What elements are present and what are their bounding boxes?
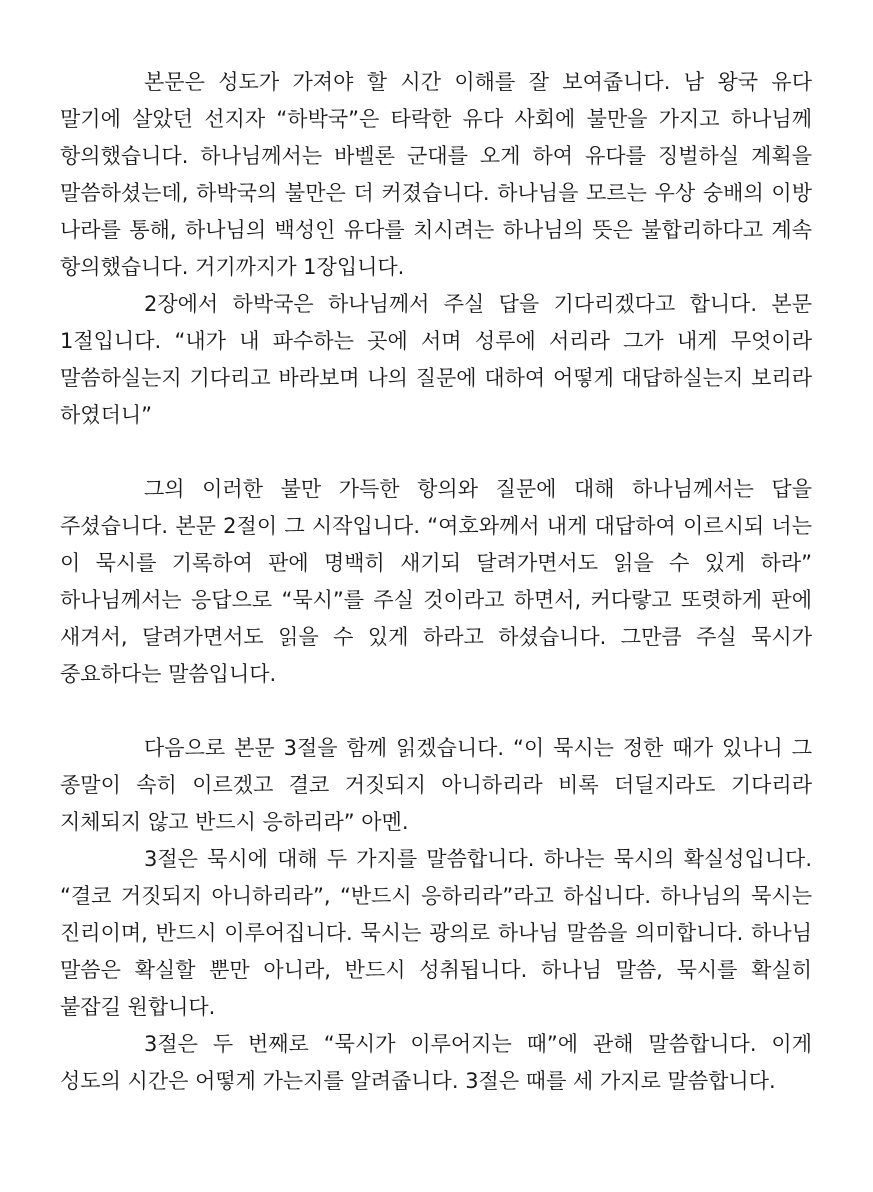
paragraph-3: 그의 이러한 불만 가득한 항의와 질문에 대해 하나님께서는 답을 주셨습니다. 본문 2절이 그 시작입니다. “여호와께서 내게 대답하여 이르시되 너는 이 묵시를 기록하여 판에 명백히 새기되 달려가면서도 읽을 수 있게 하라” 하나님께서는 응답으로 “묵시”를 주실 것이라고 하면서, 커다랗고 또렷하게 판에 새겨서, 달려가면서도 읽을 수 있게 하라고 하셨습니다. 그만큼 주실 묵시가 중요하다는 말씀입니다. xyxy=(60,477,812,686)
paragraph-4: 다음으로 본문 3절을 함께 읽겠습니다. “이 묵시는 정한 때가 있나니 그 종말이 속히 이르겠고 결코 거짓되지 아니하리라 비록 더딜지라도 기다리라 지체되지 않고 반드시 응하리라” 아멘. xyxy=(60,736,812,834)
paragraph-6: 3절은 두 번째로 “묵시가 이루어지는 때”에 관해 말씀합니다. 이게 성도의 시간은 어떻게 가는지를 알려줍니다. 3절은 때를 세 가지로 말씀합니다. xyxy=(60,1032,812,1093)
paragraph-spacer xyxy=(60,434,812,471)
paragraph-spacer xyxy=(60,693,812,730)
paragraph-1: 본문은 성도가 가져야 할 시간 이해를 잘 보여줍니다. 남 왕국 유다 말기에 살았던 선지자 “하박국”은 타락한 유다 사회에 불만을 가지고 하나님께 항의했습니다. 하나님께서는 바벨론 군대를 오게 하여 유다를 징벌하실 계획을 말씀하셨는데, 하박국의 불만은 더 커졌습니다. 하나님을 모르는 우상 숭배의 이방 나라를 통해, 하나님의 백성인 유다를 치시려는 하나님의 뜻은 불합리하다고 계속 항의했습니다. 거기까지가 1장입니다. xyxy=(60,70,812,279)
paragraph-2: 2장에서 하박국은 하나님께서 주실 답을 기다리겠다고 합니다. 본문 1절입니다. “내가 내 파수하는 곳에 서며 성루에 서리라 그가 내게 무엇이라 말씀하실는지 기다리고 바라보며 나의 질문에 대하여 어떻게 대답하실는지 보리라 하였더니” xyxy=(60,292,812,427)
document-page xyxy=(60,64,812,1100)
paragraph-5: 3절은 묵시에 대해 두 가지를 말씀합니다. 하나는 묵시의 확실성입니다. “결코 거짓되지 아니하리라”, “반드시 응하리라”라고 하십니다. 하나님의 묵시는 진리이며, 반드시 이루어집니다. 묵시는 광의로 하나님 말씀을 의미합니다. 하나님 말씀은 확실할 뿐만 아니라, 반드시 성취됩니다. 하나님 말씀, 묵시를 확실히 붙잡길 원합니다. xyxy=(60,847,812,1019)
